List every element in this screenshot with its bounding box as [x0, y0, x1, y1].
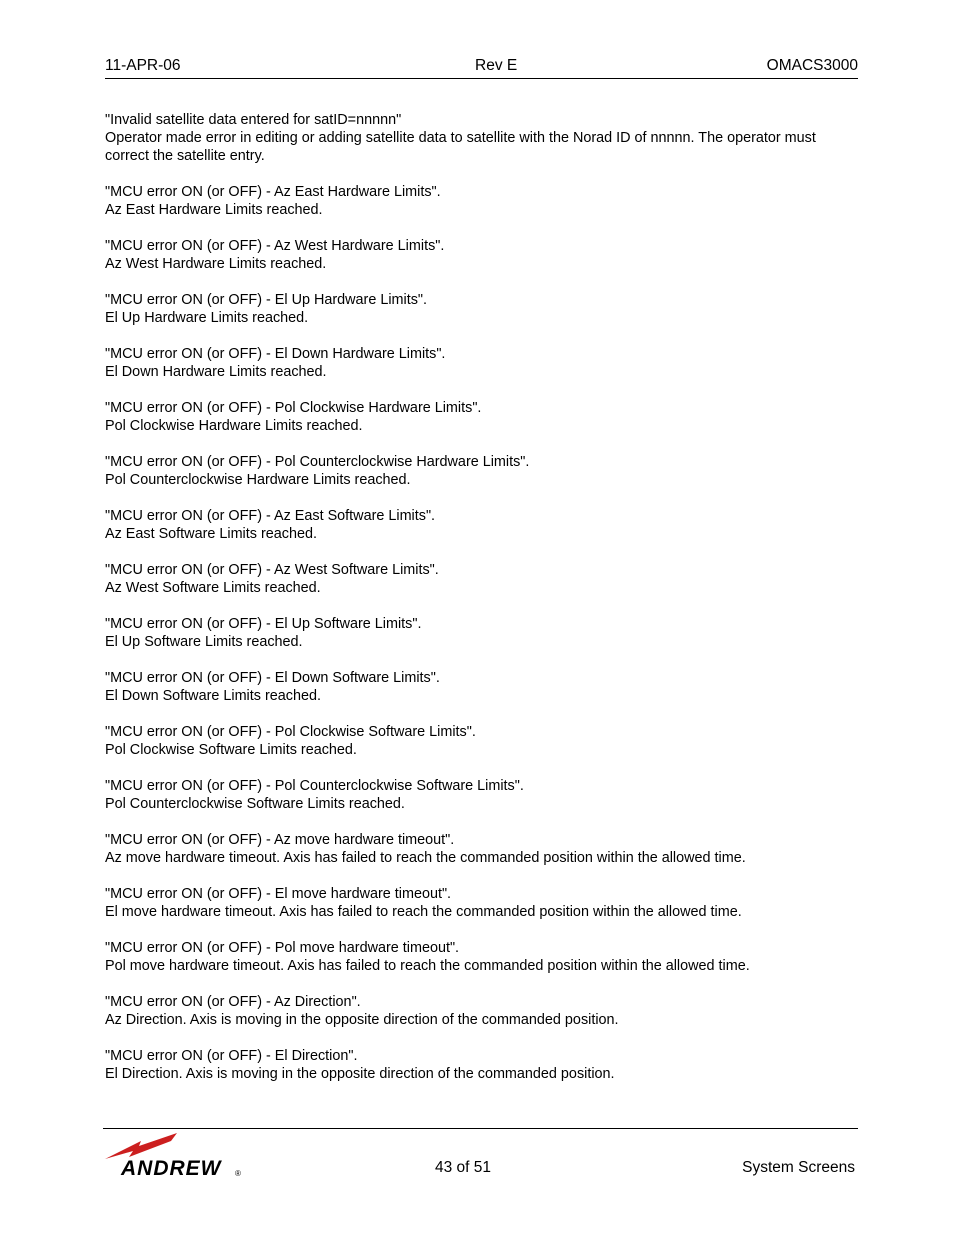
error-entry-description: Az East Software Limits reached.: [105, 526, 317, 542]
error-entry: [105, 939, 855, 975]
error-entry: [105, 291, 855, 327]
error-entry-title: "MCU error ON (or OFF) - Pol Clockwise Software Limits".: [105, 724, 476, 740]
page-footer: [103, 1128, 858, 1189]
error-entry: [105, 723, 855, 759]
error-entry: [105, 777, 855, 813]
error-entry-title: "Invalid satellite data entered for satID=nnnnn": [105, 112, 402, 128]
error-entry: [105, 1047, 855, 1083]
error-entry: [105, 993, 855, 1029]
error-entry-description: El Direction. Axis is moving in the opposite direction of the commanded position.: [105, 1066, 615, 1082]
error-entry: [105, 507, 855, 543]
error-entry-title: "MCU error ON (or OFF) - Az East Software Limits".: [105, 508, 436, 524]
error-entry-description: El Up Software Limits reached.: [105, 634, 303, 650]
error-entry-description: Pol Counterclockwise Software Limits reached.: [105, 796, 405, 812]
header-date: 11-APR-06: [105, 57, 181, 74]
error-entry: [105, 831, 855, 867]
logo-registered-mark: ®: [235, 1169, 241, 1178]
error-entry-description: Pol move hardware timeout. Axis has failed to reach the commanded position within the allowed time.: [105, 958, 750, 974]
header-product: OMACS3000: [766, 57, 858, 74]
error-entry-description: Az West Software Limits reached.: [105, 580, 321, 596]
error-entry-title: "MCU error ON (or OFF) - Pol Counterclockwise Software Limits".: [105, 778, 524, 794]
error-entry: [105, 561, 855, 597]
error-entry: [105, 885, 855, 921]
error-entry: [105, 345, 855, 381]
error-entry-title: "MCU error ON (or OFF) - Pol Clockwise Hardware Limits".: [105, 400, 482, 416]
error-entry-description: El Down Software Limits reached.: [105, 688, 321, 704]
error-entry-title: "MCU error ON (or OFF) - Az East Hardware Limits".: [105, 184, 441, 200]
error-entry-description: Pol Counterclockwise Hardware Limits reached.: [105, 472, 411, 488]
error-entry-description: Az move hardware timeout. Axis has failed to reach the commanded position within the allowed time.: [105, 850, 746, 866]
page-number: 43 of 51: [435, 1159, 492, 1176]
error-entry-title: "MCU error ON (or OFF) - El move hardware timeout".: [105, 886, 452, 902]
error-entry-description: El Up Hardware Limits reached.: [105, 310, 309, 326]
error-entry-description: Pol Clockwise Software Limits reached.: [105, 742, 357, 758]
error-entry: [105, 453, 855, 489]
error-entry-title: "MCU error ON (or OFF) - El Direction".: [105, 1048, 358, 1064]
error-entry-title: "MCU error ON (or OFF) - El Down Software Limits".: [105, 670, 440, 686]
error-entry: [105, 615, 855, 651]
error-entry-description: Az West Hardware Limits reached.: [105, 256, 327, 272]
logo-wordmark: ANDREW: [121, 1157, 222, 1179]
error-entry: [105, 183, 855, 219]
error-entry-title: "MCU error ON (or OFF) - Pol Counterclockwise Hardware Limits".: [105, 454, 530, 470]
error-entry-title: "MCU error ON (or OFF) - El Up Software Limits".: [105, 616, 422, 632]
error-entry: [105, 111, 855, 165]
andrew-logo: [103, 1133, 248, 1179]
error-entry-description: El Down Hardware Limits reached.: [105, 364, 327, 380]
error-entry-title: "MCU error ON (or OFF) - El Up Hardware Limits".: [105, 292, 428, 308]
error-entry: [105, 399, 855, 435]
error-entry-title: "MCU error ON (or OFF) - Pol move hardware timeout".: [105, 940, 460, 956]
logo-bolt-icon: [105, 1133, 177, 1159]
error-entry-description: El move hardware timeout. Axis has failed to reach the commanded position within the allowed time.: [105, 904, 742, 920]
error-entry-description: Operator made error in editing or adding satellite data to satellite with the Norad ID of nnnnn. The operator must correct the satellite entry.: [105, 130, 816, 164]
error-entry-title: "MCU error ON (or OFF) - Az Direction".: [105, 994, 361, 1010]
error-entry-title: "MCU error ON (or OFF) - Az move hardware timeout".: [105, 832, 455, 848]
error-message-list: [105, 111, 855, 1101]
error-entry: [105, 237, 855, 273]
error-entry-title: "MCU error ON (or OFF) - Az West Software Limits".: [105, 562, 439, 578]
error-entry-title: "MCU error ON (or OFF) - El Down Hardware Limits".: [105, 346, 446, 362]
page-header: [105, 56, 858, 79]
error-entry-description: Az East Hardware Limits reached.: [105, 202, 323, 218]
section-name: System Screens: [742, 1159, 855, 1176]
header-revision: Rev E: [475, 57, 518, 74]
error-entry-description: Pol Clockwise Hardware Limits reached.: [105, 418, 363, 434]
error-entry-description: Az Direction. Axis is moving in the opposite direction of the commanded position.: [105, 1012, 619, 1028]
error-entry: [105, 669, 855, 705]
error-entry-title: "MCU error ON (or OFF) - Az West Hardware Limits".: [105, 238, 445, 254]
